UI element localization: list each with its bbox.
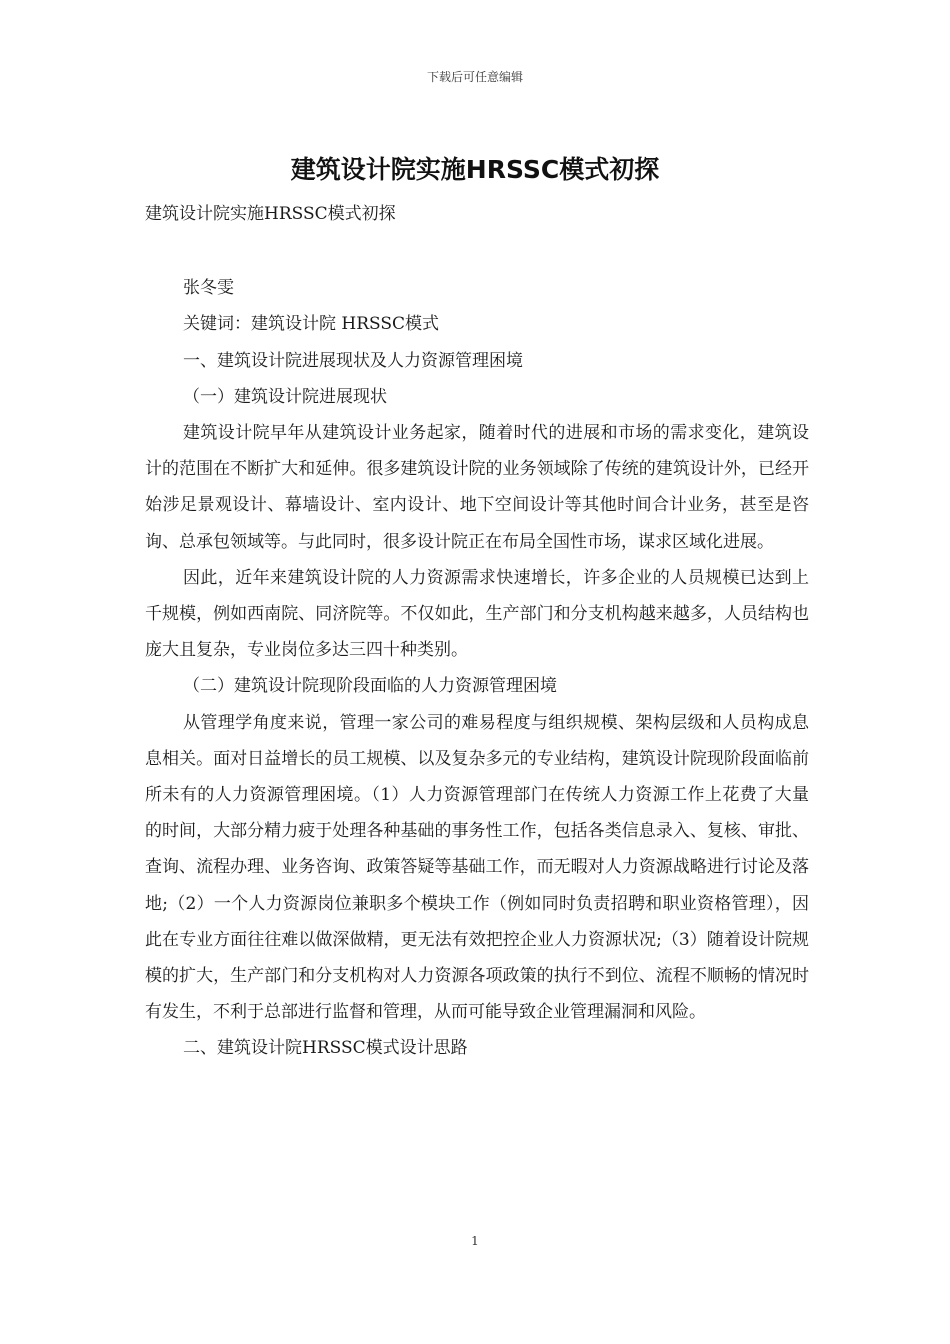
section-1-heading: 一、建筑设计院进展现状及人力资源管理困境	[183, 350, 523, 371]
section-2-heading: 二、建筑设计院HRSSC模式设计思路	[183, 1038, 468, 1059]
paragraph-2: 因此，近年来建筑设计院的人力资源需求快速增长，许多企业的人员规模已达到上千规模，例如西南院、同济院等。不仅如此，生产部门和分支机构越来越多，人员结构也庞大且复杂，专业岗位多达三四十种类别。	[145, 567, 809, 661]
paragraph-3: 从管理学角度来说，管理一家公司的难易程度与组织规模、架构层级和人员构成息息相关。面对日益增长的员工规模、以及复杂多元的专业结构，建筑设计院现阶段面临前所未有的人力资源管理困境。（1）人力资源管理部门在传统人力资源工作上花费了大量的时间，大部分精力疲于处理各种基础的事务性工作，包括各类信息录入、复核、审批、查询、流程办理、业务咨询、政策答疑等基础工作，而无暇对人力资源战略进行讨论及落地;（2）一个人力资源岗位兼职多个模块工作（例如同时负责招聘和职业资格管理），因此在专业方面往往难以做深做精，更无法有效把控企业人力资源状况;（3）随着设计院规模的扩大，生产部门和分支机构对人力资源各项政策的执行不到位、流程不顺畅的情况时有发生，不利于总部进行监督和管理，从而可能导致企业管理漏洞和风险。	[145, 712, 809, 1023]
document-title: 建筑设计院实施HRSSC模式初探	[290, 155, 660, 184]
section-1-2-heading: （二）建筑设计院现阶段面临的人力资源管理困境	[183, 676, 557, 697]
section-1-1-heading: （一）建筑设计院进展现状	[183, 386, 387, 407]
page-header-note: 下载后可任意编辑	[426, 70, 523, 84]
keywords-line: 关键词：建筑设计院 HRSSC模式	[183, 314, 440, 335]
paragraph-1: 建筑设计院早年从建筑设计业务起家，随着时代的进展和市场的需求变化，建筑设计的范围在不断扩大和延伸。很多建筑设计院的业务领域除了传统的建筑设计外，已经开始涉足景观设计、幕墙设计、室内设计、地下空间设计等其他时间合计业务，甚至是咨询、总承包领域等。与此同时，很多设计院正在布局全国性市场，谋求区域化进展。	[145, 423, 809, 552]
author-name: 张冬雯	[183, 278, 234, 299]
document-body	[145, 196, 809, 1067]
page-number: 1	[471, 1234, 479, 1248]
document-subtitle: 建筑设计院实施HRSSC模式初探	[145, 204, 396, 224]
